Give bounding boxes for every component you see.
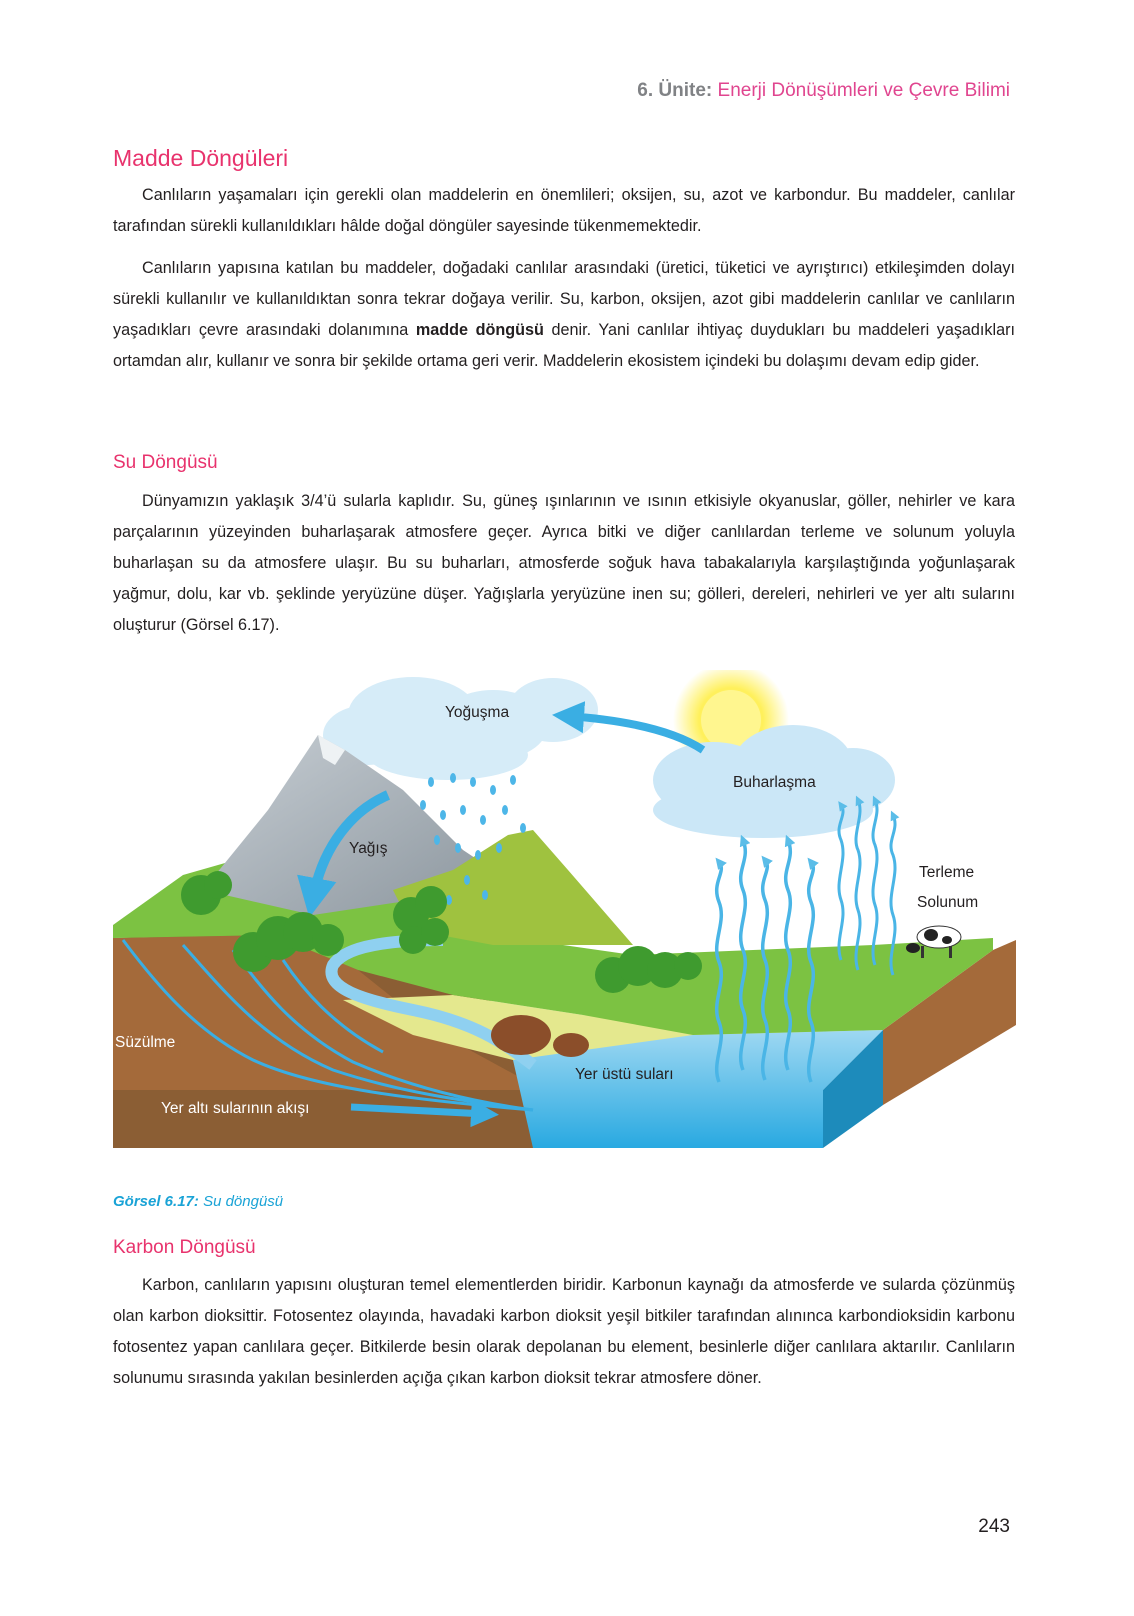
section-heading-madde: Madde Döngüleri	[113, 145, 289, 171]
paragraph-text: denir. Yani canlılar ihtiyaç duydukları bu maddeleri yaşadıkları ortamdan alır, kullanır ve sonra bir şekilde ortama geri verir. Maddelerin ekosistem içindeki bu dolaşımı devam edip gider.	[113, 321, 1016, 370]
unit-header	[637, 80, 1010, 102]
section-karbon	[113, 1237, 1015, 1259]
paragraph: Canlıların yaşamaları için gerekli olan maddelerin en önemlileri; oksijen, su, azot ve karbondur. Bu maddeler, canlılar tarafından sürekli kullanıldıkları hâlde doğal döngüler sayesinde tükenmemektedir.	[113, 186, 1015, 235]
section-body-madde	[113, 180, 1015, 242]
unit-title: Enerji Dönüşümleri ve Çevre Bilimi	[717, 80, 1010, 101]
section-heading-karbon: Karbon Döngüsü	[113, 1237, 256, 1258]
caption-number: Görsel 6.17:	[113, 1193, 199, 1210]
label-condensation: Yoğuşma	[445, 704, 510, 721]
section-su	[113, 452, 1015, 474]
section-body-karbon	[113, 1270, 1015, 1394]
paragraph	[113, 253, 1015, 377]
paragraph: Dünyamızın yaklaşık 3/4’ü sularla kaplıdır. Su, güneş ışınlarının ve ısının etkisiyle okyanuslar, göller, nehirler ve kara parçalarının yüzeyinden buharlaşarak atmosfere geçer. Ayrıca bitki ve diğer canlılardan terleme ve solunum yoluyla buharlaşan su da atmosfere ulaşır. Bu su buharları, atmosferde soğuk hava tabakalarıyla karşılaştığında yoğunlaşarak yağmur, dolu, kar vb. şeklinde yeryüzüne düşer. Yağışlarla yeryüzüne inen su; gölleri, dereleri, nehirleri ve yer altı sularını oluşturur (Görsel 6.17).	[113, 492, 1015, 634]
section-body-su	[113, 486, 1015, 641]
section-body-madde-2	[113, 253, 1015, 377]
label-surface-water: Yer üstü suları	[575, 1066, 674, 1083]
label-evaporation: Buharlaşma	[733, 774, 816, 791]
unit-label: 6. Ünite:	[637, 80, 713, 101]
key-term: madde döngüsü	[415, 321, 544, 339]
label-respiration: Solunum	[917, 894, 979, 911]
paragraph: Karbon, canlıların yapısını oluşturan temel elementlerden biridir. Karbonun kaynağı da atmosferde ve sularda çözünmüş olan karbon dioksittir. Fotosentez olayında, havadaki karbon dioksit yeşil bitkiler tarafından alınınca karbondioksidin karbonu fotosentez yapan canlılara geçer. Bitkilerde besin olarak depolanan bu element, besinlerle diğer canlılara aktarılır. Canlıların solunumu sırasında yakılan besinlerden açığa çıkan karbon dioksit tekrar atmosfere döner.	[113, 1276, 1015, 1387]
label-precipitation: Yağış	[349, 840, 388, 857]
figure-caption	[113, 1193, 283, 1210]
label-transpiration: Terleme	[919, 864, 975, 881]
label-groundwater-flow: Yer altı sularının akışı	[161, 1100, 310, 1117]
section-heading-su: Su Döngüsü	[113, 452, 218, 473]
caption-text: Su döngüsü	[203, 1193, 284, 1210]
paragraph-text: Canlıların yapısına katılan bu maddeler, doğadaki canlılar arasındaki (üretici, tüketici ve ayrıştırıcı) etkileşimden dolayı sürekli kullanılır ve kullanıldıktan sonra tekrar doğaya verilir. Su, karbon, oksijen, azot gibi maddelerin canlılar ve canlıların yaşadıkları çevre arasındaki dolanımına	[113, 259, 1015, 339]
water-cycle-figure	[113, 670, 1016, 1188]
label-infiltration: Süzülme	[115, 1034, 176, 1051]
page-number: 243	[978, 1516, 1010, 1537]
